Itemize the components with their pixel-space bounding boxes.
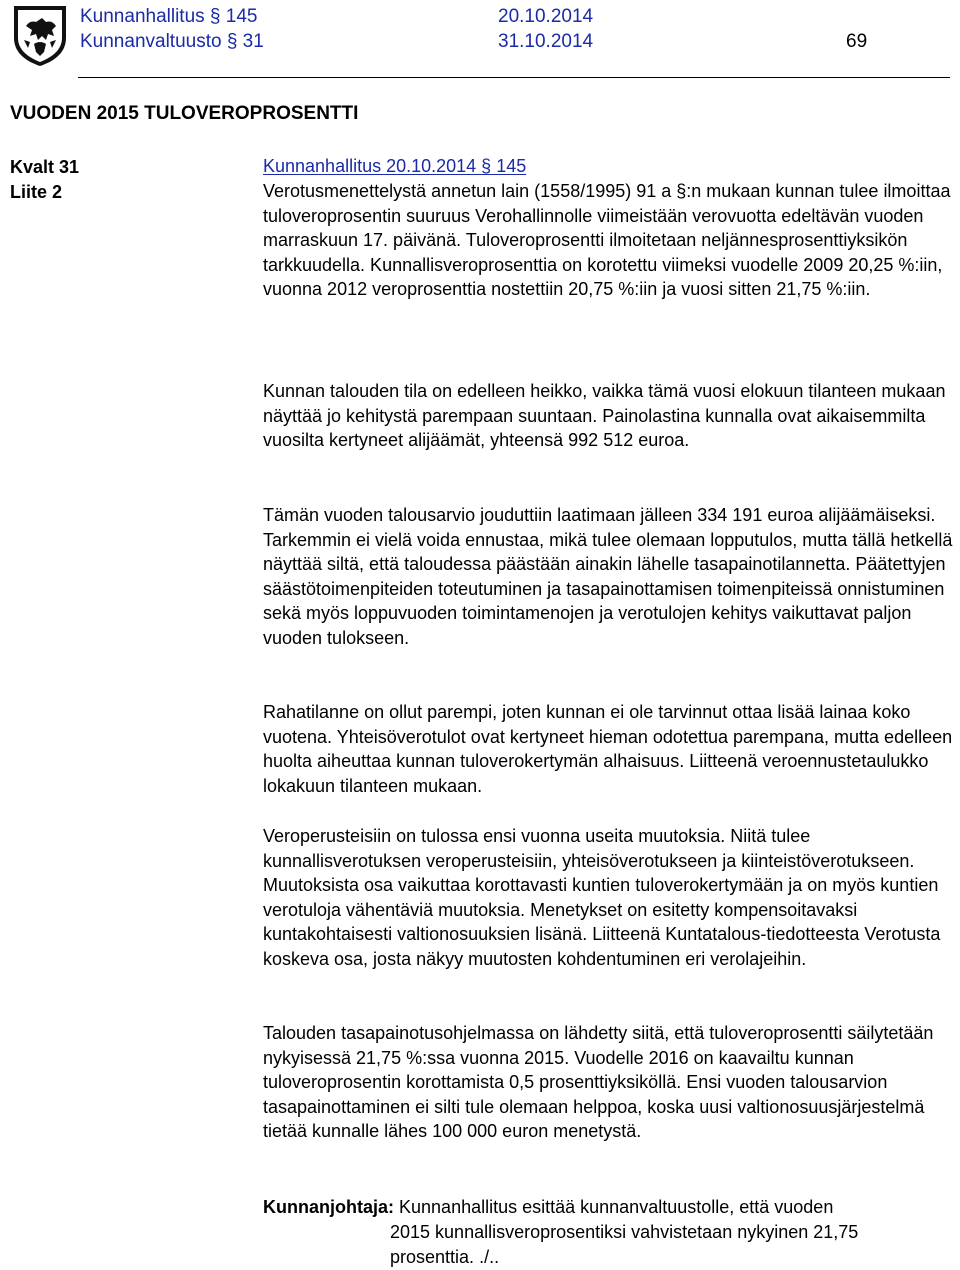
paragraph-text: Talouden tasapainotusohjelmassa on lähdetty siitä, että tuloveroprosentti säilytetään nykyisessä 21,75 %:ssa vuonna 2015. Vuodelle 2016 on kaavailtu kunnan tuloveroprosentin korottamista 0,5 prosenttiyksiköllä. Ensi vuoden talousarvion tasapainottaminen ei silti tule olemaan helppoa, koska uusi valtionosuusjärjestelmä tietää kunnalle lähes 100 000 euron menetystä.: [263, 1023, 934, 1141]
continuation-mark: ./..: [479, 1247, 500, 1267]
paragraph-text: Veroperusteisiin on tulossa ensi vuonna useita muutoksia. Niitä tulee kunnallisverotuksen veroperusteisiin, yhteisöverotukseen ja kiinteistöverotukseen. Muutoksista osa vaikuttaa korottavasti kuntien tuloverokertymään ja on myös kuntien verotuloja vähentäviä muutoksia. Menetykset on esitetty kompensoitavaksi kuntakohtaisesti valtionosuuksien lisänä. Liitteenä Kuntatalous-tiedotteesta Verotusta koskeva osa, josta näkyy muutosten kohdentuminen eri verolajeihin.: [263, 826, 941, 969]
page-title: VUODEN 2015 TULOVEROPROSENTTI: [10, 103, 359, 124]
header-divider: [78, 77, 950, 78]
paragraph-2: [263, 379, 956, 453]
paragraph-1: [263, 179, 956, 302]
header-meeting-kh: Kunnanhallitus § 145: [80, 6, 258, 27]
header-date-kh: 20.10.2014: [498, 6, 594, 27]
coat-of-arms-icon: [12, 4, 68, 68]
paragraph-text: Kunnan talouden tila on edelleen heikko, vaikka tämä vuosi elokuun tilanteen mukaan näyttää jo kehitystä parempaan suuntaan. Painolastina kunnalla ovat aikaisemmilta vuosilta kertyneet alijäämät, yhteensä 992 512 euroa.: [263, 381, 946, 450]
side-label-kvalt: Kvalt 31: [10, 157, 80, 177]
reference-link[interactable]: Kunnanhallitus 20.10.2014 § 145: [263, 156, 527, 176]
side-label-liite: Liite 2: [10, 182, 63, 202]
proposal-line-2: 2015 kunnallisveroprosentiksi vahvistetaan nykyinen 21,75: [390, 1222, 859, 1242]
proposal-block: [263, 1195, 956, 1270]
proposal-label: Kunnanjohtaja:: [263, 1197, 394, 1217]
paragraph-6: [263, 1021, 956, 1144]
header-date-kv: 31.10.2014: [498, 31, 594, 52]
paragraph-5: [263, 824, 956, 971]
proposal-line-3-row: [263, 1245, 956, 1270]
paragraph-4: [263, 700, 956, 798]
proposal-line-1: Kunnanhallitus esittää kunnanvaltuustolle, että vuoden: [399, 1197, 834, 1217]
paragraph-text: Rahatilanne on ollut parempi, joten kunnan ei ole tarvinnut ottaa lisää lainaa koko vuotena. Yhteisöverotulot ovat kertyneet hieman odotettua parempana, mutta edelleen huolta aiheuttaa kunnan tuloverokertymän alhaisuus. Liitteenä veroennustetaulukko lokakuun tilanteen mukaan.: [263, 702, 953, 796]
paragraph-text: Tämän vuoden talousarvio jouduttiin laatimaan jälleen 334 191 euroa alijäämäiseksi. Tarkemmin ei vielä voida ennustaa, mikä tulee olemaan lopputulos, mutta tällä hetkellä näyttää siltä, että taloudessa päästään ainakin lähelle tasapainotilannetta. Päätettyjen säästötoimenpiteiden toteutuminen ja tasapainottamisen toimenpiteissä onnistuminen sekä myös loppuvuoden toimintamenojen ja verotulojen kehitys vaikuttavat paljon vuoden tulokseen.: [263, 505, 953, 648]
paragraph-text: Verotusmenettelystä annetun lain (1558/1995) 91 a §:n mukaan kunnan tulee ilmoittaa tuloveroprosentin suuruus Verohallinnolle viimeistään verovuotta edeltävän vuoden marraskuun 17. päivänä. Tuloveroprosentti ilmoitetaan neljännesprosenttiyksikön tarkkuudella. Kunnallisveroprosenttia on korotettu viimeksi vuodelle 2009 20,25 %:iin, vuonna 2012 veroprosenttia nostettiin 20,75 %:iin ja vuosi sitten 21,75 %:iin.: [263, 181, 951, 299]
header-meeting-kv: Kunnanvaltuusto § 31: [80, 31, 264, 52]
proposal-line-3: prosenttia.: [390, 1247, 475, 1267]
page-number: 69: [846, 31, 868, 52]
paragraph-3: [263, 503, 956, 650]
